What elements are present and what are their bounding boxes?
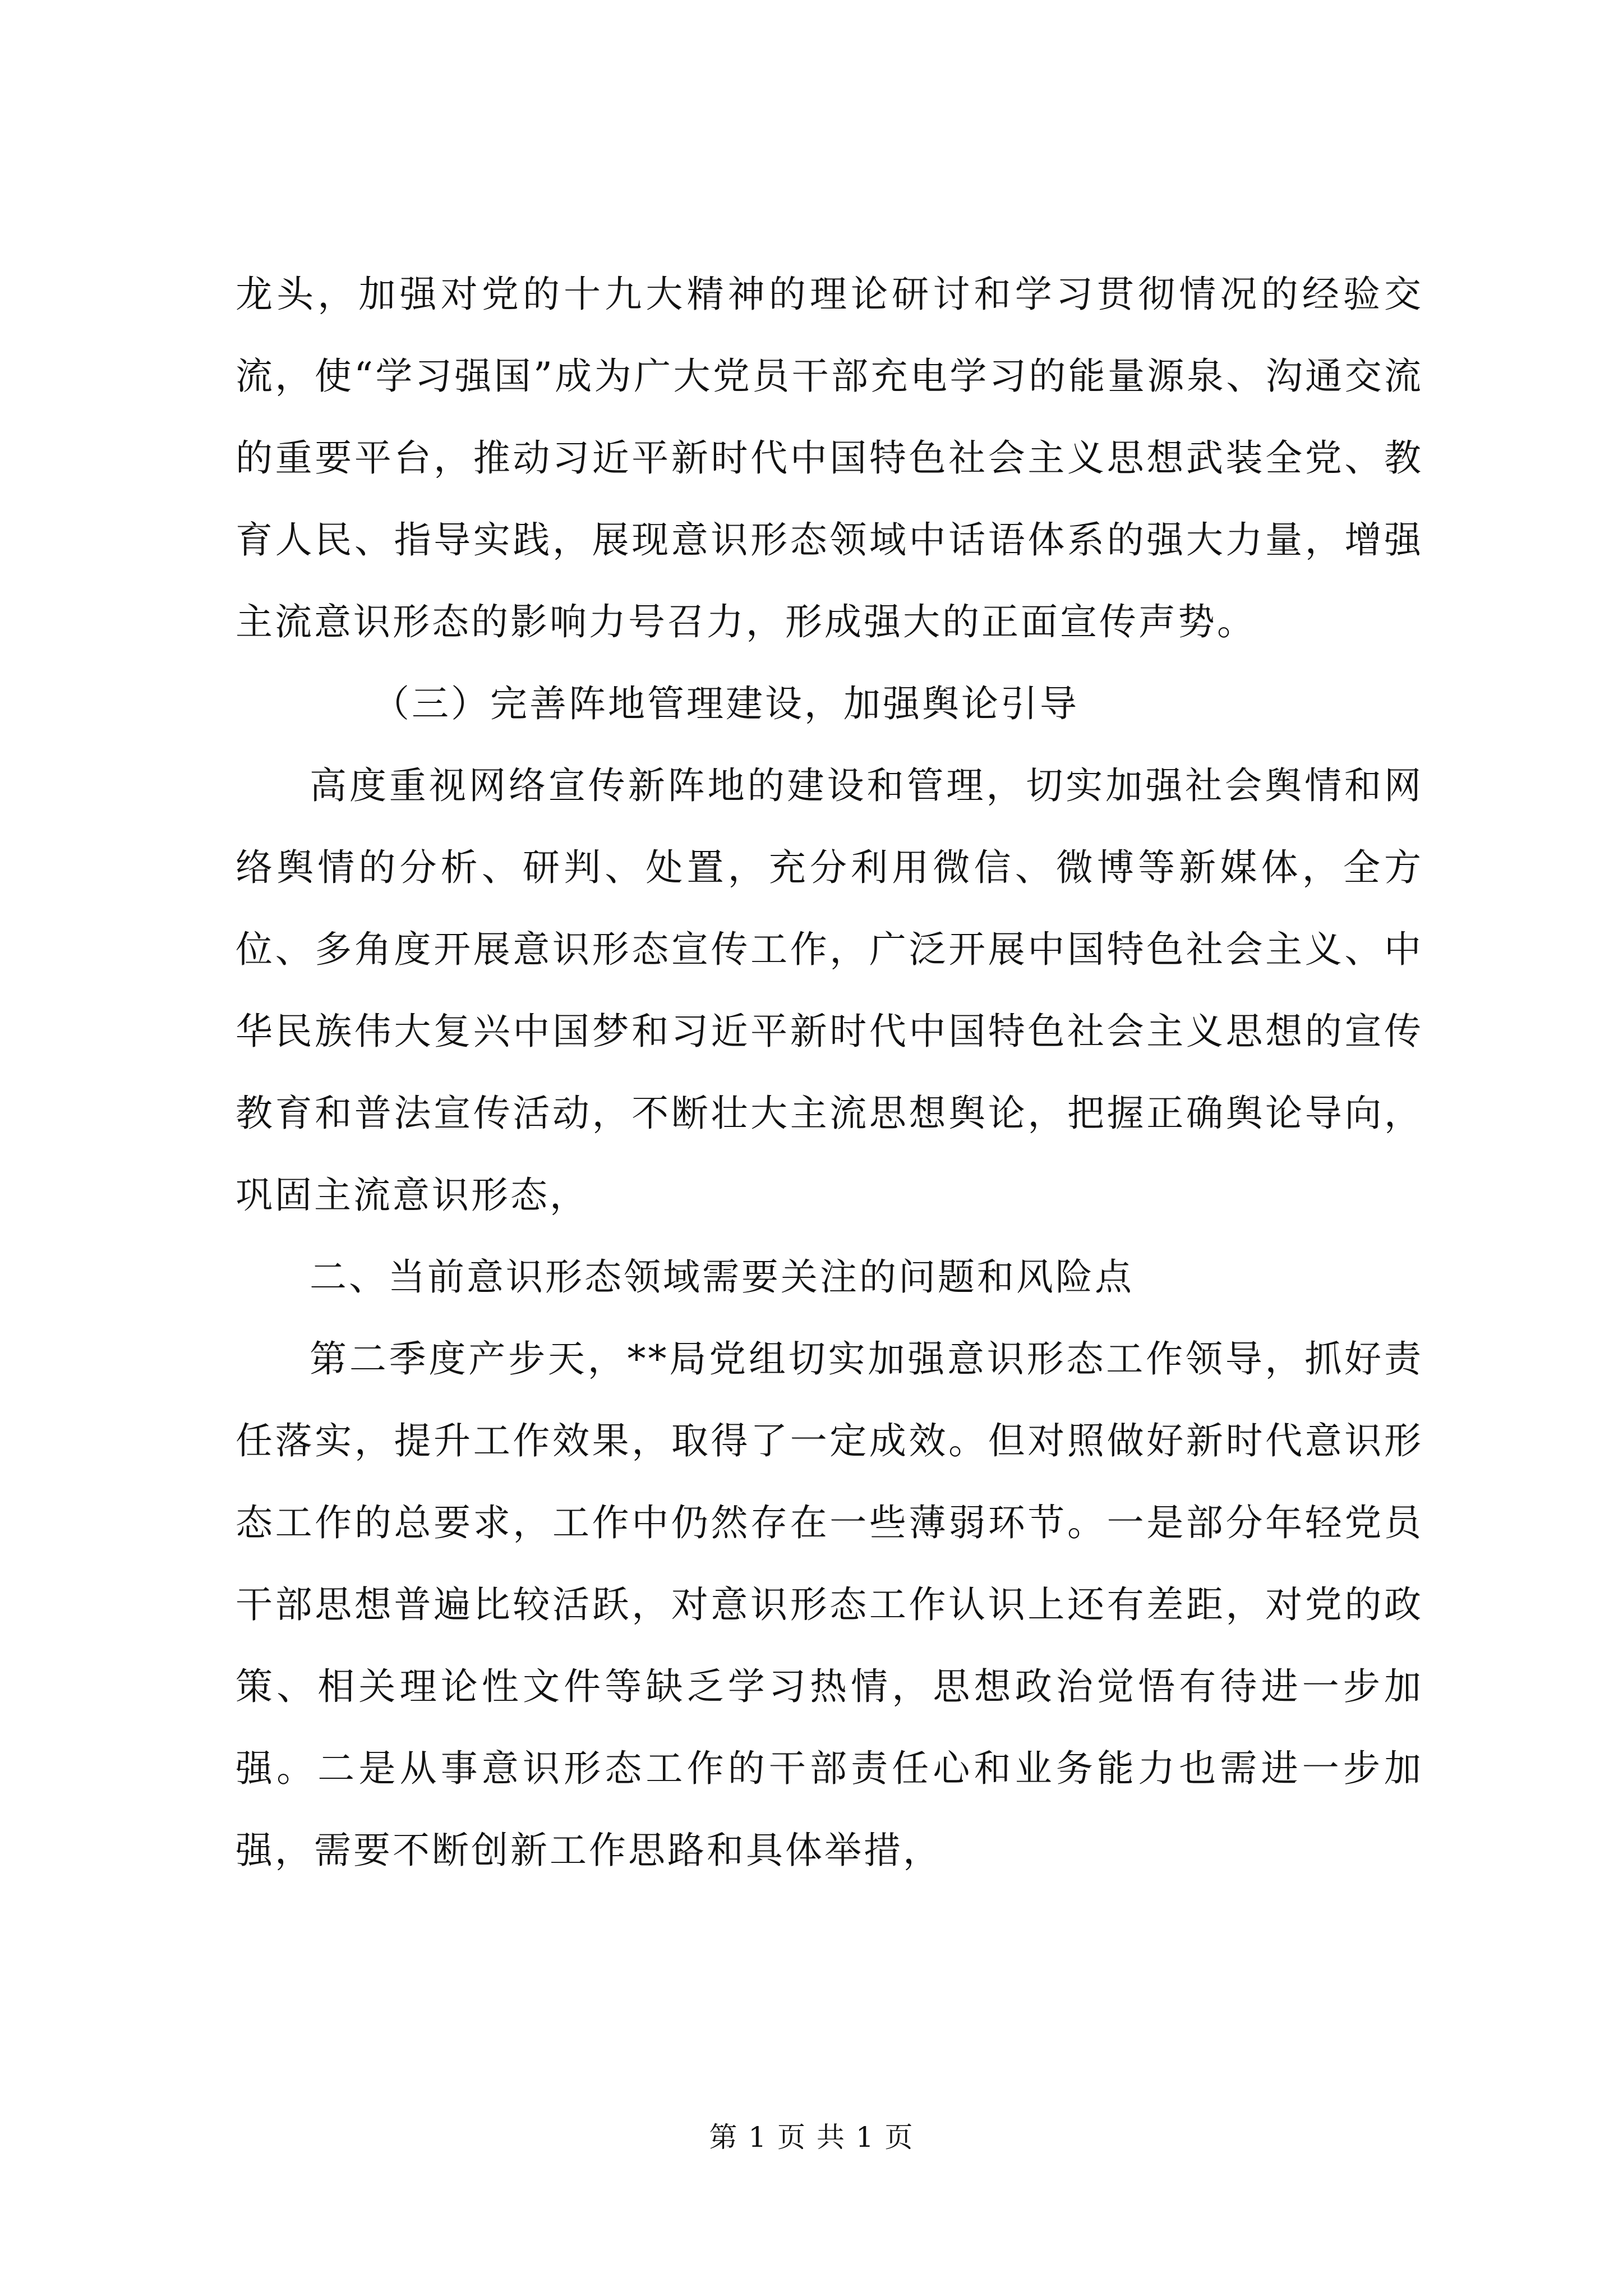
page-footer: 第 1 页 共 1 页 [709, 2121, 914, 2154]
section-heading-3: （三）完善阵地管理建设，加强舆论引导 [372, 682, 1079, 725]
paragraph-problems: 第二季度产步天，**局党组切实加强意识形态工作领导，抓好责任落实，提升工作效果，取得了一定成效。但对照做好新时代意识形态工作的总要求，工作中仍然存在一些薄弱环节。一是部分年轻党员干部思想普遍比较活跃，对意识形态工作认识上还有差距，对党的政策、相关理论性文件等缺乏学习热情，思想政治觉悟有待进一步加强。二是从事意识形态工作的干部责任心和业务能力也需进一步加强，需要不断创新工作思路和具体举措， [236, 1337, 1423, 1872]
document-body [236, 254, 1423, 1892]
paragraph-continuation: 龙头，加强对党的十九大精神的理论研讨和学习贯彻情况的经验交流，使“学习强国”成为广大党员干部充电学习的能量源泉、沟通交流的重要平台，推动习近平新时代中国特色社会主义思想武装全党、教育人民、指导实践，展现意识形态领域中话语体系的强大力量，增强主流意识形态的影响力号召力，形成强大的正面宣传声势。 [236, 273, 1423, 643]
section-heading-2: 二、当前意识形态领域需要关注的问题和风险点 [310, 1255, 1134, 1299]
paragraph-network-publicity: 高度重视网络宣传新阵地的建设和管理，切实加强社会舆情和网络舆情的分析、研判、处置，充分利用微信、微博等新媒体，全方位、多角度开展意识形态宣传工作，广泛开展中国特色社会主义、中华民族伟大复兴中国梦和习近平新时代中国特色社会主义思想的宣传教育和普法宣传活动，不断壮大主流思想舆论，把握正确舆论导向，巩固主流意识形态， [236, 764, 1423, 1217]
